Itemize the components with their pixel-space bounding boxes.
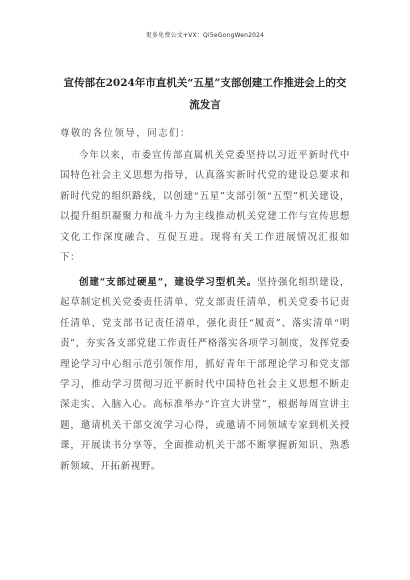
document-title: 宣传部在2024年市直机关“五星”支部创建工作推进会上的交流发言 (63, 77, 347, 111)
section-body: 坚持强化组织建设，起草制定机关党委责任清单、党支部责任清单，机关党委书记责任清单、党支部书记责任清单，强化责任“履责”、落实清单“明责”，夯实各支部党建工作责任严格落实各项学习制度，发挥党委理论学习中心组示范引领作用，抓好青年干部理论学习和党支部学习，推动学习贯彻习近平新时代中国特色社会主义思想不断走深走实、入脑入心。高标准举办“许宣大讲堂”，根据每周宣讲主题，邀请机关干部交流学习心得，或邀请不同领域专家到机关授课，开展读书分享等，全面推动机关干部不断掌握新知识、熟悉新领域、开拓新视野。 (60, 277, 350, 472)
salutation: 尊敬的各位领导，同志们： (60, 128, 191, 139)
section-heading: 创建“支部过硬星”，建设学习型机关。 (79, 277, 258, 288)
paragraph-section-1-text (60, 273, 350, 477)
paragraph-intro-text: 今年以来，市委宣传部直属机关党委坚持以习近平新时代中国特色社会主义思想为指导，认真落实新时代党的建设总要求和新时代党的组织路线，以创建“五星”支部引领“五型”机关建设，以提升组织凝聚力和战斗力为主线推动机关党建工作与宣传思想文化工作深度融合、互促互进。现将有关工作进展情况汇报如下： (60, 150, 350, 264)
header-note: 更多免费公文+VX：Qi5eGongWen2024 (145, 32, 265, 39)
paragraph-section-1 (60, 273, 350, 477)
paragraph-intro (60, 146, 350, 268)
